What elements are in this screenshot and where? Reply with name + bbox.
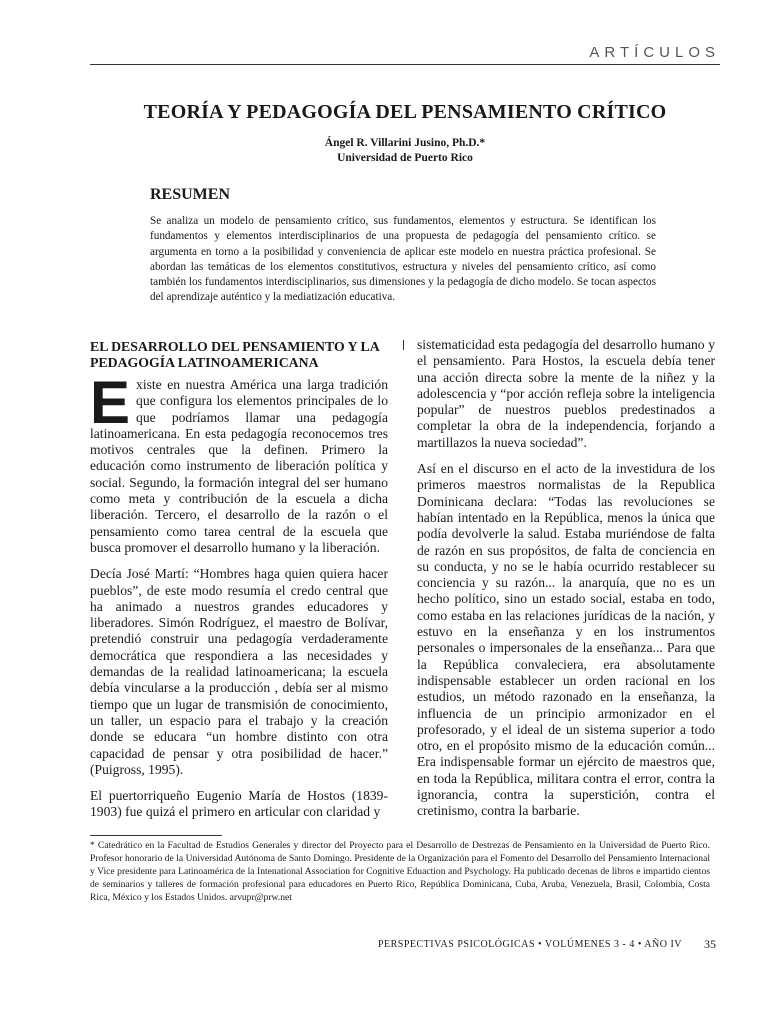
paragraph-2: Decía José Martí: “Hombres haga quien quiera hacer pueblos”, de este modo resumía el credo central que ha animado a nuestros grandes educadores y liberadores. Simón Rodríguez, el maestro de Bolívar, pretendió construir una pedagogía verdaderamente democrática que respondiera a las necesidades y demandas de la realidad latinoamericana; la escuela debía vincularse a la producción , debía ser al mismo tiempo que un lugar de transmisión de conocimiento, un taller, un espacio para el trabajo y la creación donde se educara “un hombre distinto con otra capacidad de pensar y otra posibilidad de hacer.” (Puigross, 1995). bbox=[90, 566, 388, 777]
column-divider bbox=[403, 340, 404, 350]
abstract-heading: RESUMEN bbox=[150, 186, 231, 203]
journal-footer: PERSPECTIVAS PSICOLÓGICAS • VOLÚMENES 3 - 4 • AÑO IV bbox=[377, 939, 682, 950]
author-name: Ángel R. Villarini Jusino, Ph.D.* bbox=[324, 137, 486, 149]
footnote: * Catedrático en la Facultad de Estudios Generales y director del Proyecto para el Desarrollo de Destrezas de Pensamiento en la Universidad de Puerto Rico. Profesor honorario de la Universidad Autónoma de Santo Domingo. Presidente de la Organización para el Fomento del Desarrollo del Pensamiento Internacional y Vice presidente para Latinoamérica de la Intenational Association for Cognitive Eduaction and Psychology. Ha publicado decenas de libros e impartido cientos de seminarios y talleres de formación profesional para educadores en Puerto Rico, República Dominicana, Cuba, Aruba, Venezuela, Brasil, Colombia, Costa Rica, México y los Estados Unidos. arvupr@prw.net bbox=[90, 840, 710, 903]
paragraph-5: Así en el discurso en el acto de la investidura de los primeros maestros normalistas de la Republica Dominicana declara: “Todas las revoluciones se habían intentado en la República, menos la única que podía devolverle la salud. Estaba muriéndose de falta de razón en sus propósitos, de falta de conciencia en su conducta, y no se le había ocurrido restablecer su conciencia y su razón... la anarquía, que no es un hecho político, sino un estado social, estaba en todo, como estaba en las relaciones jurídicas de la nación, y estuvo en la enseñanza y en los instrumentos personales o impersonales de la enseñanza... Para que la República convaleciera, era absolutamente indispensable establecer un orden racional en los estudios, un método razonado en la enseñanza, la influencia de un principio armonizador en el profesorado, y el ideal de un sistema superior a todo otro, en el propósito mismo de la educación común... Era indispensable formar un ejército de maestros que, en toda la República, militara contra el error, contra la ignorancia, contra la superstición, contra el cretinismo, contra la barbarie. bbox=[417, 461, 715, 819]
page-number: 35 bbox=[704, 937, 716, 951]
article-title: TEORÍA Y PEDAGOGÍA DEL PENSAMIENTO CRÍTICO bbox=[143, 101, 667, 123]
author-block bbox=[90, 136, 720, 166]
drop-cap: E bbox=[90, 369, 131, 436]
paragraph-1 bbox=[90, 369, 388, 556]
paragraph-4: sistematicidad esta pedagogía del desarrollo humano y el pensamiento. Para Hostos, la escuela debía tener una acción directa sobre la mente de la niñez y la adolescencia y “por acción refleja sobre la inteligencia popular” de nuestros pueblos predestinados a completar la obra de la independencia, forjando a martillazos la nueva sociedad”. bbox=[417, 337, 715, 450]
footnote-rule bbox=[90, 835, 222, 836]
author-affiliation: Universidad de Puerto Rico bbox=[337, 152, 473, 164]
paragraph-1-text: xiste en nuestra América una larga tradición que configura los elementos principales de lo que podríamos llamar una pedagogía latinoamericana. En esta pedagogía reconocemos tres motivos centrales que la definen. Primero la educación como instrumento de liberación política y social. Segundo, la formación integral del ser humano como meta y contribución de la escuela a dicha liberación. Tercero, el desarrollo de la razón o el pensamiento como tarea central de la escuela que busca promover el desarrollo humano y la liberación. bbox=[90, 377, 388, 555]
abstract-text: Se analiza un modelo de pensamiento crítico, sus fundamentos, elementos y estructura. Se identifican los fundamentos y elementos interdisciplinarios de una propuesta de pedagogía del pensamiento crítico. se argumenta en torno a la posibilidad y conveniencia de aplicar este modelo en nuestra práctica profesional. Se abordan las temáticas de los elementos constitutivos, estructura y niveles del pensamiento crítico, así como también los fundamentos interdisciplinarios, sus dimensiones y la pedagogía de dicho modelo. Se tocan aspectos del aprendizaje auténtico y la mediatización educativa. bbox=[150, 215, 656, 304]
left-column bbox=[90, 339, 388, 831]
right-column bbox=[417, 337, 715, 830]
header-rule bbox=[90, 64, 720, 65]
section-label: ARTÍCULOS bbox=[589, 44, 720, 61]
paragraph-3: El puertorriqueño Eugenio María de Hostos (1839-1903) fue quizá el primero en articular con claridad y bbox=[90, 788, 388, 820]
section-heading: EL DESARROLLO DEL PENSAMIENTO Y LA PEDAGOGÍA LATINOAMERICANA bbox=[90, 339, 379, 370]
